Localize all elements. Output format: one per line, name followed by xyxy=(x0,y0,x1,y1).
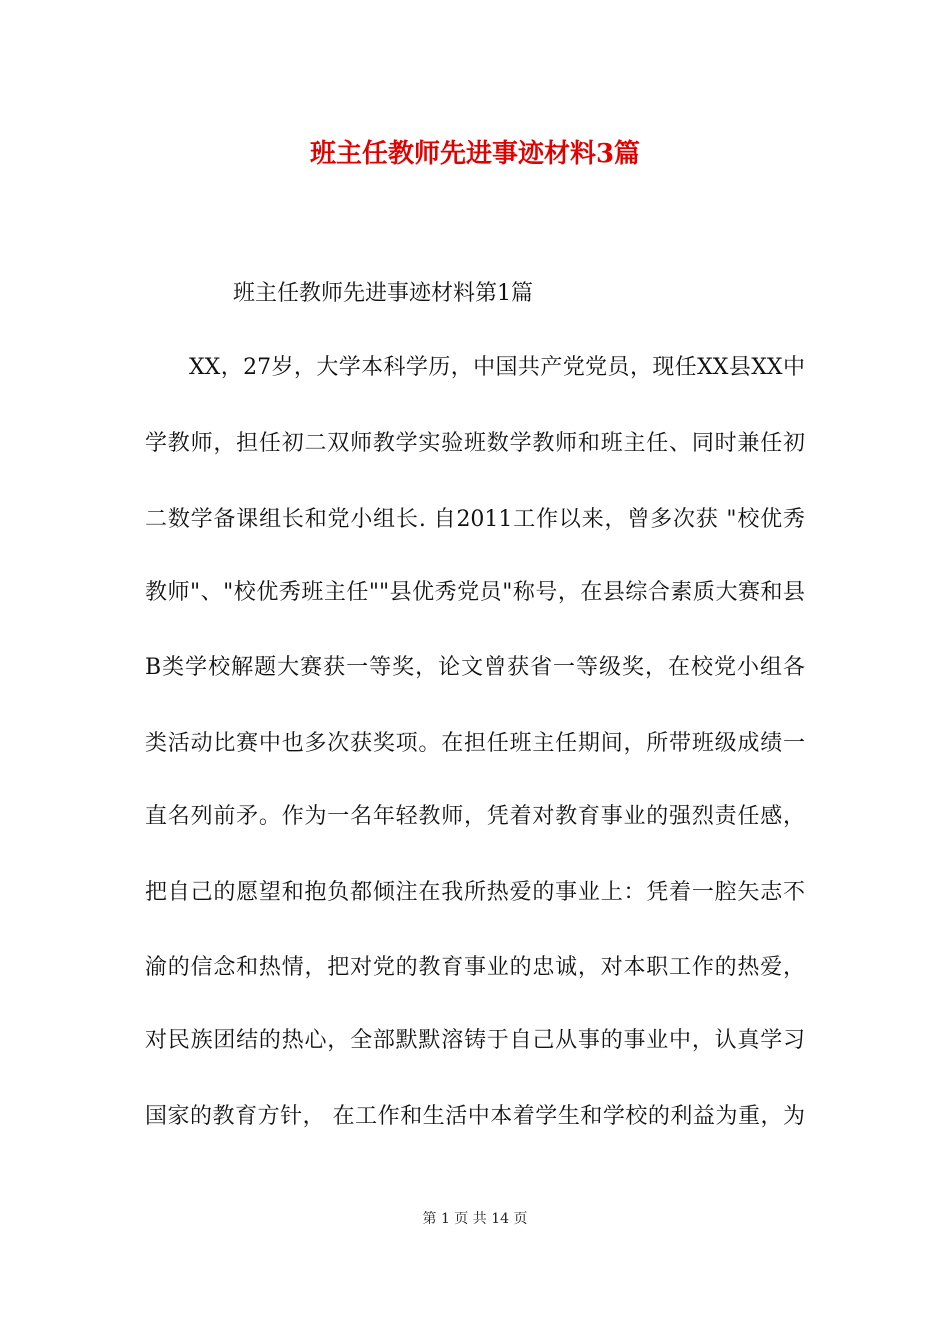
page-number-label: 第 1 页 共 14 页 xyxy=(422,1211,528,1227)
paragraph-line: XX，27岁，大学本科学历，中国共产党党员，现任XX县XX中 xyxy=(189,355,805,380)
paragraph-line: 国家的教育方针， 在工作和生活中本着学生和学校的利益为重，为 xyxy=(145,1104,805,1129)
paragraph-line: 把自己的愿望和抱负都倾注在我所热爱的事业上：凭着一腔矢志不 xyxy=(145,880,805,905)
paragraph-line: B类学校解题大赛获一等奖，论文曾获省一等级奖，在校党小组各 xyxy=(145,655,805,680)
paragraph-line: 二数学备课组长和党小组长. 自2011工作以来，曾多次获 "校优秀 xyxy=(145,507,805,532)
page-footer xyxy=(0,1209,950,1229)
paragraph-line: 教师"、"校优秀班主任""县优秀党员"称号，在县综合素质大赛和县 xyxy=(145,580,805,605)
paragraph-line: 类活动比赛中也多次获奖项。在担任班主任期间，所带班级成绩一 xyxy=(145,731,805,756)
paragraph-line: 学教师，担任初二双师教学实验班数学教师和班主任、同时兼任初 xyxy=(145,431,805,456)
paragraph-line: 直名列前矛。作为一名年轻教师，凭着对教育事业的强烈责任感， xyxy=(145,804,805,829)
document-title: 班主任教师先进事迹材料3篇 xyxy=(309,139,641,169)
section-heading: 班主任教师先进事迹材料第1篇 xyxy=(233,281,533,306)
paragraph-line: 渝的信念和热情，把对党的教育事业的忠诚，对本职工作的热爱， xyxy=(145,955,805,980)
paragraph-line: 对民族团结的热心，全部默默溶铸于自己从事的事业中，认真学习 xyxy=(145,1028,805,1053)
